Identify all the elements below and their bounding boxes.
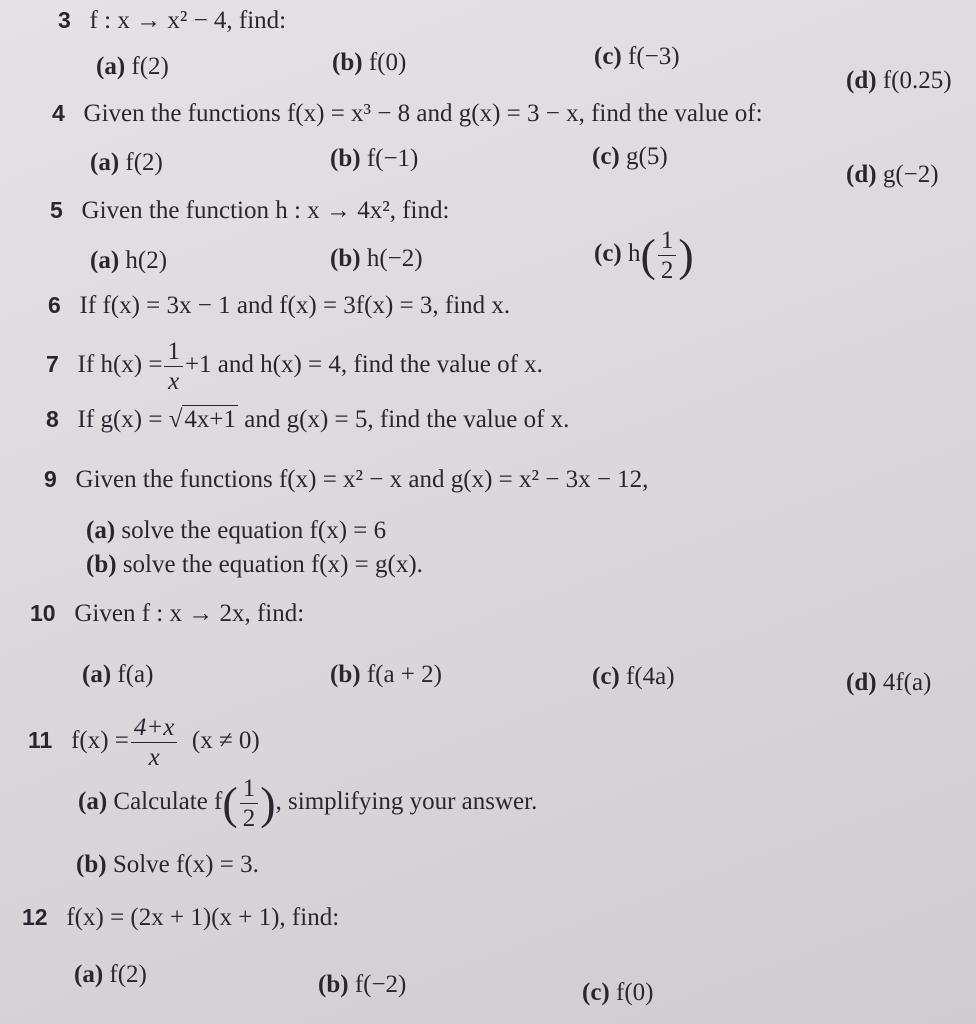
q12b: [318, 970, 406, 1000]
q9-line: [44, 464, 648, 495]
q12b-text: f(−2): [354, 971, 407, 998]
paren-close: ): [260, 777, 276, 829]
q4a: [90, 148, 163, 178]
q4b: [330, 144, 418, 174]
q11-fraction: [131, 715, 177, 770]
q10c: [592, 662, 675, 692]
paren-open: (: [222, 777, 238, 829]
q11a: [78, 770, 537, 834]
q10c-text: f(4a): [626, 663, 675, 690]
q5c-frac-den: 2: [660, 256, 674, 284]
label-c: (c): [594, 43, 622, 70]
label-a: (a): [90, 149, 120, 176]
q4-number: 4: [52, 100, 65, 126]
q7-frac-den: x: [168, 367, 180, 395]
q11-line: [28, 708, 260, 773]
q6-line: [48, 290, 510, 321]
label-b: (b): [330, 145, 361, 172]
q7-frac-num: 1: [164, 339, 183, 367]
q4a-text: f(2): [125, 149, 163, 176]
paren-open: (: [640, 229, 656, 281]
q4-stem: Given the functions f(x) = x³ − 8 and g(x) = 3 − x, find the value of:: [83, 100, 763, 127]
q8-post: and g(x) = 5, find the value of x.: [244, 406, 570, 433]
q11b-text: Solve f(x) = 3.: [112, 851, 259, 878]
q9a: [86, 516, 386, 546]
q10a-text: f(a): [117, 661, 154, 688]
q3-line: [58, 5, 286, 36]
q11-pre: f(x) =: [71, 727, 129, 754]
q11a-frac-num: 1: [240, 776, 259, 804]
q10b-text: f(a + 2): [366, 661, 442, 688]
q9-stem: Given the functions f(x) = x² − x and g(x) = x² − 3x − 12,: [75, 466, 649, 493]
q3d-text: f(0.25): [882, 67, 952, 94]
q6-text: If f(x) = 3x − 1 and f(x) = 3f(x) = 3, find x.: [79, 292, 511, 319]
label-d: (d): [846, 161, 877, 188]
q3c: [594, 42, 680, 72]
q4-line: [52, 98, 763, 129]
q5c-frac-num: 1: [658, 228, 677, 256]
q11a-fraction: [240, 776, 259, 831]
q7-fraction: [164, 339, 183, 394]
q5-line: [50, 195, 449, 226]
label-c: (c): [592, 663, 620, 690]
label-b: (b): [330, 661, 361, 688]
label-a: (a): [96, 53, 126, 80]
q4c: [592, 142, 668, 172]
q8-number: 8: [46, 406, 59, 432]
q8-radicand: 4x+1: [184, 406, 237, 433]
q10d: [846, 668, 931, 698]
q5-number: 5: [50, 197, 63, 223]
q7-number: 7: [46, 351, 59, 377]
q12-stem: f(x) = (2x + 1)(x + 1), find:: [66, 904, 340, 931]
q8-pre: If g(x) = √: [77, 406, 183, 433]
q4d-text: g(−2): [882, 161, 939, 188]
q11-frac-num: 4+x: [131, 715, 177, 743]
q3-number: 3: [58, 7, 71, 33]
q12a-text: f(2): [109, 961, 147, 988]
q5a-text: h(2): [125, 247, 168, 274]
q3a-text: f(2): [131, 53, 169, 80]
label-b: (b): [330, 245, 361, 272]
paren-close: ): [678, 229, 694, 281]
label-d: (d): [846, 67, 877, 94]
q11b: [76, 850, 259, 880]
q11a-post: , simplifying your answer.: [275, 788, 538, 815]
q12c-text: f(0): [616, 979, 654, 1006]
label-b: (b): [76, 851, 107, 878]
label-c: (c): [592, 143, 620, 170]
q10-line: [30, 598, 304, 629]
q5a: [90, 246, 167, 276]
q3d: [846, 66, 952, 96]
q5c-fraction: [658, 228, 677, 283]
label-a: (a): [90, 247, 120, 274]
label-a: (a): [78, 788, 108, 815]
q12c: [582, 978, 653, 1008]
q9b-text: solve the equation f(x) = g(x).: [122, 551, 423, 578]
q10d-text: 4f(a): [882, 669, 932, 696]
label-b: (b): [86, 551, 117, 578]
q12-line: [22, 902, 339, 933]
q11-number: 11: [28, 727, 53, 753]
q4b-text: f(−1): [366, 145, 419, 172]
label-c: (c): [582, 979, 610, 1006]
q10a: [82, 660, 153, 690]
q10-stem: Given f : x → 2x, find:: [74, 600, 305, 627]
q11-frac-den: x: [148, 743, 160, 771]
label-c: (c): [594, 240, 622, 267]
q7-line: [46, 332, 543, 397]
q3c-text: f(−3): [628, 43, 680, 70]
q11a-pre: Calculate f: [113, 788, 223, 815]
q10-number: 10: [30, 600, 56, 626]
q5c-func: h: [628, 240, 641, 267]
q6-number: 6: [48, 292, 61, 318]
label-b: (b): [318, 971, 349, 998]
q5c: [594, 222, 694, 286]
q4c-text: g(5): [626, 143, 668, 170]
label-b: (b): [332, 49, 363, 76]
q12-number: 12: [22, 904, 48, 930]
label-a: (a): [86, 517, 116, 544]
q10b: [330, 660, 442, 690]
label-a: (a): [82, 661, 112, 688]
q5-stem: Given the function h : x → 4x², find:: [81, 197, 450, 224]
q12a: [74, 960, 147, 990]
label-d: (d): [846, 669, 877, 696]
q3b: [332, 48, 406, 78]
q9-number: 9: [44, 466, 57, 492]
q5b-text: h(−2): [366, 245, 423, 272]
q11a-frac-den: 2: [242, 804, 256, 832]
q9b: [86, 550, 423, 580]
q3a: [96, 52, 169, 82]
q5b: [330, 244, 423, 274]
q7-post: +1 and h(x) = 4, find the value of x.: [184, 351, 543, 378]
q8-line: [46, 404, 569, 435]
label-a: (a): [74, 961, 104, 988]
q9a-text: solve the equation f(x) = 6: [121, 517, 387, 544]
q3b-text: f(0): [368, 49, 407, 76]
q3-stem: f : x → x² − 4, find:: [89, 7, 287, 34]
q11-condition: (x ≠ 0): [191, 727, 260, 754]
q7-pre: If h(x) =: [77, 351, 163, 378]
q4d: [846, 160, 939, 190]
